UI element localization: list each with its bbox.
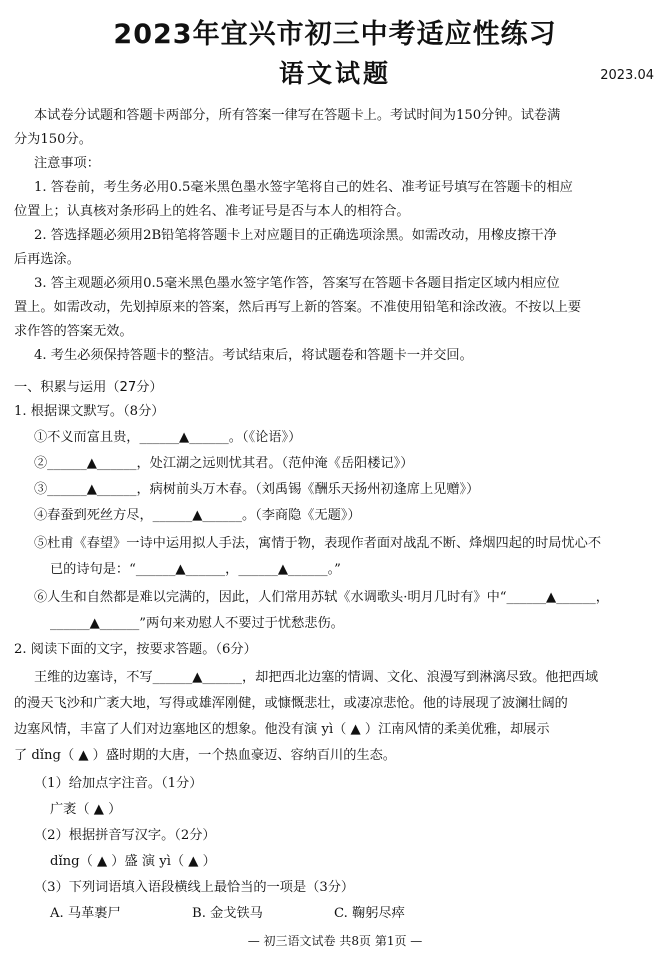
intro-line-2: 分为150分。: [14, 132, 92, 147]
passage-line: 边塞风情，丰富了人们对边塞地区的想象。他没有演 yì（ ▲ ）江南风情的柔美优雅，却展示: [14, 722, 550, 737]
question-1-stem: 1. 根据课文默写。（8分）: [14, 404, 165, 419]
sub-question-1-answer: 广袤（ ▲ ）: [50, 802, 122, 817]
question-2-stem: 2. 阅读下面的文字，按要求答题。（6分）: [14, 642, 257, 657]
sub-question-1: （1）给加点字注音。（1分）: [34, 776, 203, 791]
question-1-item: ③______▲______，病树前头万木春。（刘禹锡《酬乐天扬州初逢席上见赠》）: [34, 482, 480, 497]
question-1-item: ⑤杜甫《春望》一诗中运用拟人手法，寓情于物，表现作者面对战乱不断、烽烟四起的时局忧心不: [34, 536, 602, 551]
note-line: 3. 答主观题必须用0.5毫米黑色墨水签字笔作答，答案写在答题卡各题目指定区域内相应位: [34, 276, 560, 291]
question-1-item: ②______▲______，处江湖之远则忧其君。（范仲淹《岳阳楼记》）: [34, 456, 414, 471]
question-1-item: ①不义而富且贵，______▲______。（《论语》）: [34, 430, 302, 445]
note-line: 置上。如需改动，先划掉原来的答案，然后再写上新的答案。不准使用铅笔和涂改液。不按以上要: [14, 300, 582, 315]
sub-question-2-answer: dǐng（ ▲ ）盛 演 yì（ ▲ ）: [50, 854, 216, 869]
note-line: 后再选涂。: [14, 252, 80, 267]
options-row: [50, 904, 656, 924]
note-line: 1. 答卷前，考生务必用0.5毫米黑色墨水签字笔将自己的姓名、准考证号填写在答题卡的相应: [34, 180, 573, 195]
passage-line: 的漫天飞沙和广袤大地，写得或雄浑刚健，或慷慨悲壮，或凄凉悲怆。他的诗展现了波澜壮阔的: [14, 696, 568, 711]
question-1-item: 已的诗句是：“______▲______，______▲______。”: [50, 562, 341, 577]
question-1-item: ④春蚕到死丝方尽，______▲______。（李商隐《无题》）: [34, 508, 361, 523]
exam-title: 2023年宜兴市初三中考适应性练习: [113, 19, 557, 50]
page-footer: — 初三语文试卷 共8页 第1页 —: [247, 934, 423, 948]
sub-question-3: （3）下列词语填入语段横线上最恰当的一项是（3分）: [34, 880, 355, 895]
exam-date: 2023.04: [600, 68, 654, 83]
note-line: 4. 考生必须保持答题卡的整洁。考试结束后，将试题卷和答题卡一并交回。: [34, 348, 473, 363]
option-a: A. 马革裹尸: [50, 906, 121, 921]
exam-subtitle: 语文试题: [278, 59, 391, 88]
passage-line: 了 dǐng（ ▲ ）盛时期的大唐，一个热血豪迈、容纳百川的生态。: [14, 748, 396, 763]
note-line: 求作答的答案无效。: [14, 324, 133, 339]
question-1-item: ______▲______”两句来劝慰人不要过于忧愁悲伤。: [50, 616, 344, 631]
question-1-item: ⑥人生和自然都是难以完满的，因此，人们常用苏轼《水调歌头·明月几时有》中“______▲______，: [34, 590, 609, 605]
note-line: 位置上；认真核对条形码上的姓名、准考证号是否与本人的相符合。: [14, 204, 410, 219]
intro-line-1: 本试卷分试题和答题卡两部分，所有答案一律写在答题卡上。考试时间为150分钟。试卷满: [34, 108, 561, 123]
note-line: 2. 答选择题必须用2B铅笔将答题卡上对应题目的正确选项涂黑。如需改动，用橡皮擦干净: [34, 228, 557, 243]
section-heading: 一、积累与运用（27分）: [14, 380, 163, 395]
option-b: B. 金戈铁马: [192, 906, 263, 921]
notes-heading: 注意事项：: [34, 156, 100, 171]
option-c: C. 鞠躬尽瘁: [334, 906, 405, 921]
passage-line: 王维的边塞诗，不写______▲______，却把西北边塞的情调、文化、浪漫写到淋漓尽致。他把西域: [34, 670, 599, 685]
sub-question-2: （2）根据拼音写汉字。（2分）: [34, 828, 216, 843]
